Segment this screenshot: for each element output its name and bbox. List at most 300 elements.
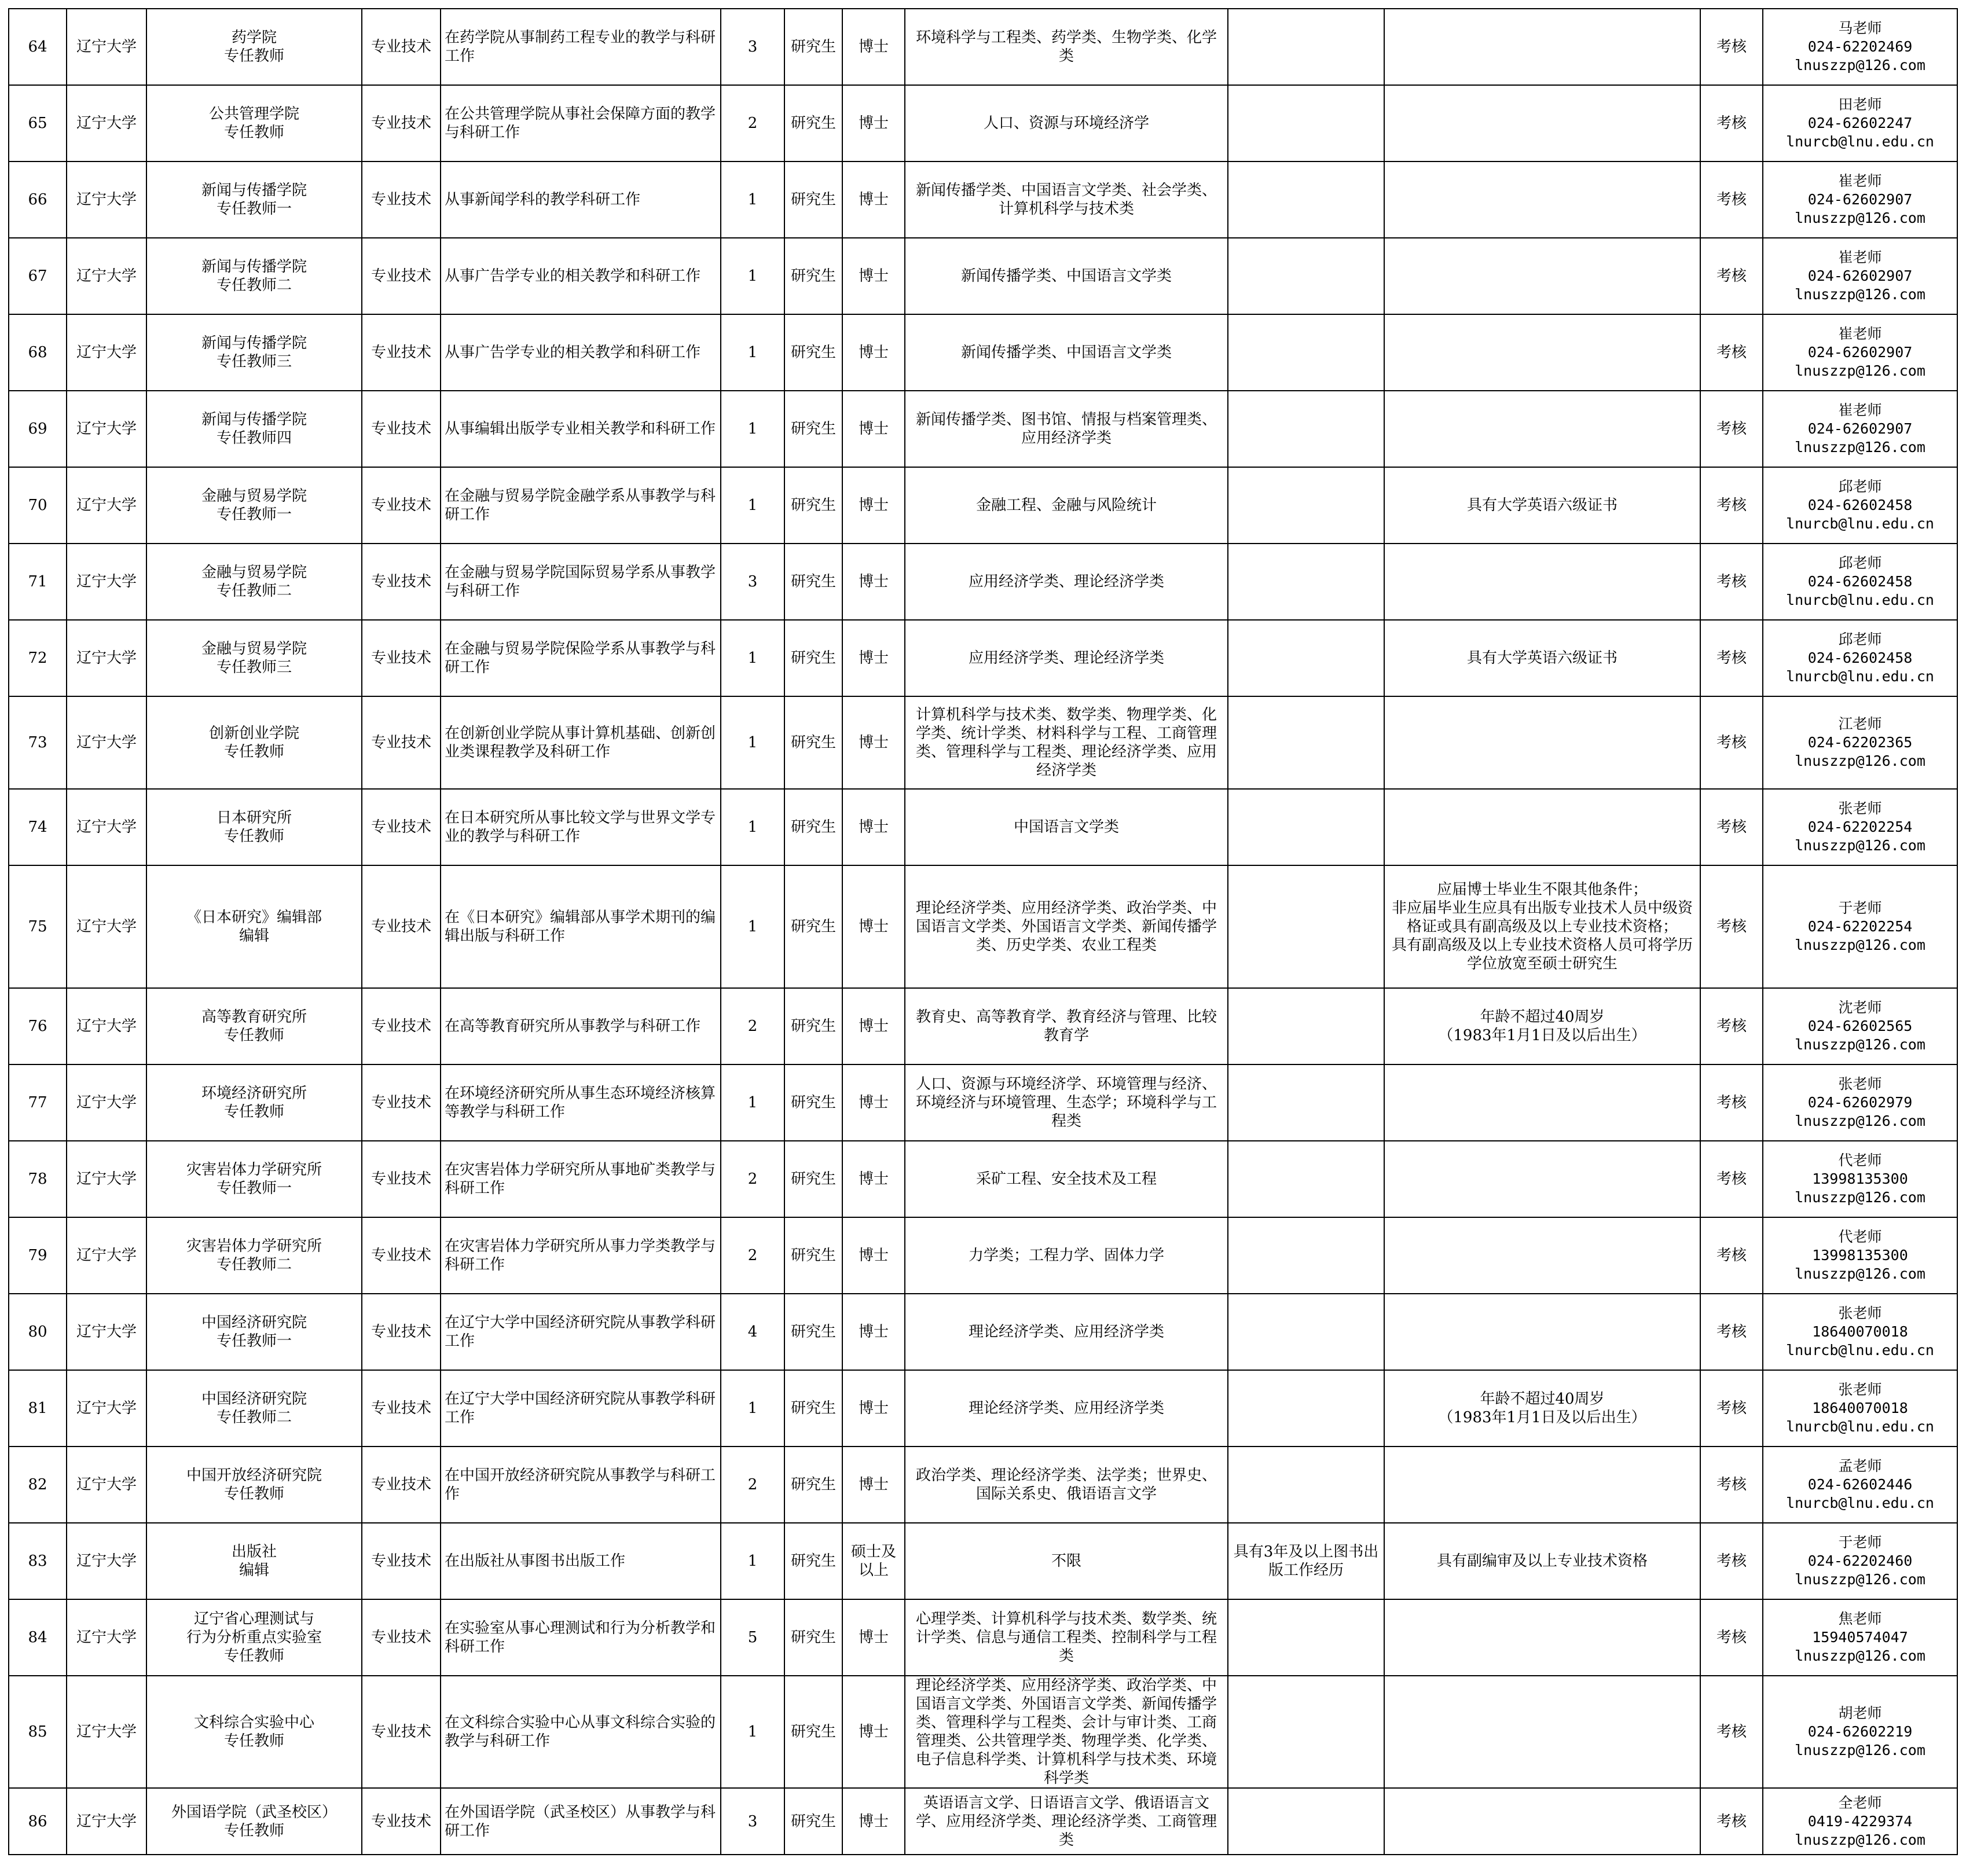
position-name: 新闻与传播学院 专任教师一 [146, 161, 362, 238]
other-requirement [1384, 85, 1700, 161]
hire-count: 1 [721, 314, 784, 391]
education-requirement: 研究生 [784, 238, 842, 314]
experience-requirement [1228, 161, 1384, 238]
contact-info: 邱老师 024-62602458 lnurcb@lnu.edu.cn [1763, 620, 1957, 696]
contact-info: 张老师 18640070018 lnurcb@lnu.edu.cn [1763, 1370, 1957, 1447]
education-requirement: 研究生 [784, 9, 842, 85]
row-number: 80 [9, 1294, 67, 1370]
education-requirement: 研究生 [784, 1447, 842, 1523]
major-requirement: 新闻传播学类、中国语言文学类 [905, 314, 1228, 391]
employer-name: 辽宁大学 [67, 1676, 146, 1788]
position-name: 金融与贸易学院 专任教师一 [146, 467, 362, 544]
table-row [9, 620, 1957, 696]
hire-count: 2 [721, 988, 784, 1064]
major-requirement: 人口、资源与环境经济学、环境管理与经济、环境经济与环境管理、生态学；环境科学与工程类 [905, 1064, 1228, 1141]
degree-requirement: 博士 [842, 467, 905, 544]
job-description: 在药学院从事制药工程专业的教学与科研工作 [441, 9, 721, 85]
row-number: 85 [9, 1676, 67, 1788]
education-requirement: 研究生 [784, 1676, 842, 1788]
job-description: 在实验室从事心理测试和行为分析教学和科研工作 [441, 1599, 721, 1676]
table-row [9, 85, 1957, 161]
contact-info: 代老师 13998135300 lnuszzp@126.com [1763, 1217, 1957, 1294]
job-description: 在日本研究所从事比较文学与世界文学专业的教学与科研工作 [441, 789, 721, 865]
hire-count: 1 [721, 789, 784, 865]
table-row [9, 789, 1957, 865]
position-category: 专业技术 [362, 1370, 441, 1447]
hire-count: 4 [721, 1294, 784, 1370]
major-requirement: 力学类；工程力学、固体力学 [905, 1217, 1228, 1294]
contact-info: 代老师 13998135300 lnuszzp@126.com [1763, 1141, 1957, 1217]
degree-requirement: 博士 [842, 1217, 905, 1294]
experience-requirement [1228, 1788, 1384, 1855]
employer-name: 辽宁大学 [67, 85, 146, 161]
row-number: 74 [9, 789, 67, 865]
table-row [9, 314, 1957, 391]
position-name: 辽宁省心理测试与 行为分析重点实验室 专任教师 [146, 1599, 362, 1676]
experience-requirement: 具有3年及以上图书出版工作经历 [1228, 1523, 1384, 1599]
row-number: 78 [9, 1141, 67, 1217]
experience-requirement [1228, 620, 1384, 696]
position-category: 专业技术 [362, 467, 441, 544]
position-name: 外国语学院（武圣校区） 专任教师 [146, 1788, 362, 1855]
degree-requirement: 博士 [842, 1676, 905, 1788]
job-description: 在高等教育研究所从事教学与科研工作 [441, 988, 721, 1064]
job-description: 在辽宁大学中国经济研究院从事教学科研工作 [441, 1294, 721, 1370]
position-name: 中国经济研究院 专任教师二 [146, 1370, 362, 1447]
other-requirement [1384, 1447, 1700, 1523]
employer-name: 辽宁大学 [67, 314, 146, 391]
experience-requirement [1228, 85, 1384, 161]
other-requirement: 年龄不超过40周岁 （1983年1月1日及以后出生） [1384, 1370, 1700, 1447]
education-requirement: 研究生 [784, 1788, 842, 1855]
row-number: 81 [9, 1370, 67, 1447]
exam-method: 考核 [1700, 9, 1763, 85]
position-name: 新闻与传播学院 专任教师二 [146, 238, 362, 314]
employer-name: 辽宁大学 [67, 1370, 146, 1447]
hire-count: 3 [721, 544, 784, 620]
row-number: 75 [9, 865, 67, 988]
experience-requirement [1228, 314, 1384, 391]
contact-info: 孟老师 024-62602446 lnurcb@lnu.edu.cn [1763, 1447, 1957, 1523]
major-requirement: 环境科学与工程类、药学类、生物学类、化学类 [905, 9, 1228, 85]
contact-info: 田老师 024-62602247 lnurcb@lnu.edu.cn [1763, 85, 1957, 161]
exam-method: 考核 [1700, 1676, 1763, 1788]
hire-count: 1 [721, 161, 784, 238]
table-row [9, 1523, 1957, 1599]
exam-method: 考核 [1700, 544, 1763, 620]
employer-name: 辽宁大学 [67, 1599, 146, 1676]
job-description: 从事编辑出版学专业相关教学和科研工作 [441, 391, 721, 467]
major-requirement: 理论经济学类、应用经济学类 [905, 1294, 1228, 1370]
job-description: 在环境经济研究所从事生态环境经济核算等教学与科研工作 [441, 1064, 721, 1141]
table-row [9, 1064, 1957, 1141]
degree-requirement: 博士 [842, 1141, 905, 1217]
degree-requirement: 硕士及 以上 [842, 1523, 905, 1599]
position-category: 专业技术 [362, 865, 441, 988]
table-row [9, 988, 1957, 1064]
job-description: 在《日本研究》编辑部从事学术期刊的编辑出版与科研工作 [441, 865, 721, 988]
experience-requirement [1228, 696, 1384, 789]
position-name: 金融与贸易学院 专任教师三 [146, 620, 362, 696]
employer-name: 辽宁大学 [67, 467, 146, 544]
degree-requirement: 博士 [842, 9, 905, 85]
table-row [9, 696, 1957, 789]
other-requirement [1384, 1217, 1700, 1294]
other-requirement [1384, 1141, 1700, 1217]
hire-count: 1 [721, 865, 784, 988]
table-row [9, 865, 1957, 988]
row-number: 67 [9, 238, 67, 314]
experience-requirement [1228, 1064, 1384, 1141]
table-row [9, 1294, 1957, 1370]
employer-name: 辽宁大学 [67, 620, 146, 696]
exam-method: 考核 [1700, 789, 1763, 865]
exam-method: 考核 [1700, 1523, 1763, 1599]
contact-info: 邱老师 024-62602458 lnurcb@lnu.edu.cn [1763, 544, 1957, 620]
position-name: 日本研究所 专任教师 [146, 789, 362, 865]
recruitment-table [8, 8, 1958, 1855]
major-requirement: 新闻传播学类、中国语言文学类、社会学类、计算机科学与技术类 [905, 161, 1228, 238]
experience-requirement [1228, 988, 1384, 1064]
employer-name: 辽宁大学 [67, 1141, 146, 1217]
contact-info: 胡老师 024-62602219 lnuszzp@126.com [1763, 1676, 1957, 1788]
contact-info: 张老师 024-62202254 lnuszzp@126.com [1763, 789, 1957, 865]
hire-count: 2 [721, 1217, 784, 1294]
degree-requirement: 博士 [842, 696, 905, 789]
other-requirement [1384, 1676, 1700, 1788]
job-description: 在灾害岩体力学研究所从事地矿类教学与科研工作 [441, 1141, 721, 1217]
education-requirement: 研究生 [784, 467, 842, 544]
education-requirement: 研究生 [784, 1141, 842, 1217]
exam-method: 考核 [1700, 1370, 1763, 1447]
education-requirement: 研究生 [784, 1064, 842, 1141]
employer-name: 辽宁大学 [67, 865, 146, 988]
table-row [9, 9, 1957, 85]
hire-count: 3 [721, 1788, 784, 1855]
position-name: 中国开放经济研究院 专任教师 [146, 1447, 362, 1523]
experience-requirement [1228, 391, 1384, 467]
education-requirement: 研究生 [784, 391, 842, 467]
other-requirement: 具有大学英语六级证书 [1384, 620, 1700, 696]
position-name: 环境经济研究所 专任教师 [146, 1064, 362, 1141]
position-category: 专业技术 [362, 696, 441, 789]
position-category: 专业技术 [362, 1676, 441, 1788]
degree-requirement: 博士 [842, 544, 905, 620]
other-requirement [1384, 238, 1700, 314]
table-row [9, 1599, 1957, 1676]
job-description: 在创新创业学院从事计算机基础、创新创业类课程教学及科研工作 [441, 696, 721, 789]
employer-name: 辽宁大学 [67, 161, 146, 238]
exam-method: 考核 [1700, 696, 1763, 789]
position-name: 新闻与传播学院 专任教师四 [146, 391, 362, 467]
experience-requirement [1228, 1370, 1384, 1447]
table-row [9, 1141, 1957, 1217]
contact-info: 沈老师 024-62602565 lnuszzp@126.com [1763, 988, 1957, 1064]
position-category: 专业技术 [362, 391, 441, 467]
table-row [9, 161, 1957, 238]
position-name: 灾害岩体力学研究所 专任教师一 [146, 1141, 362, 1217]
experience-requirement [1228, 1447, 1384, 1523]
position-category: 专业技术 [362, 1294, 441, 1370]
row-number: 66 [9, 161, 67, 238]
other-requirement [1384, 391, 1700, 467]
degree-requirement: 博士 [842, 1294, 905, 1370]
hire-count: 1 [721, 391, 784, 467]
contact-info: 江老师 024-62202365 lnuszzp@126.com [1763, 696, 1957, 789]
degree-requirement: 博士 [842, 789, 905, 865]
degree-requirement: 博士 [842, 1447, 905, 1523]
job-description: 从事广告学专业的相关教学和科研工作 [441, 314, 721, 391]
hire-count: 2 [721, 1141, 784, 1217]
row-number: 79 [9, 1217, 67, 1294]
contact-info: 崔老师 024-62602907 lnuszzp@126.com [1763, 391, 1957, 467]
education-requirement: 研究生 [784, 1599, 842, 1676]
contact-info: 焦老师 15940574047 lnuszzp@126.com [1763, 1599, 1957, 1676]
education-requirement: 研究生 [784, 1370, 842, 1447]
table-row [9, 1788, 1957, 1855]
hire-count: 2 [721, 1447, 784, 1523]
row-number: 82 [9, 1447, 67, 1523]
contact-info: 马老师 024-62202469 lnuszzp@126.com [1763, 9, 1957, 85]
row-number: 71 [9, 544, 67, 620]
job-description: 在外国语学院（武圣校区）从事教学与科研工作 [441, 1788, 721, 1855]
major-requirement: 中国语言文学类 [905, 789, 1228, 865]
table-row [9, 1370, 1957, 1447]
education-requirement: 研究生 [784, 544, 842, 620]
degree-requirement: 博士 [842, 238, 905, 314]
contact-info: 张老师 18640070018 lnurcb@lnu.edu.cn [1763, 1294, 1957, 1370]
position-category: 专业技术 [362, 9, 441, 85]
employer-name: 辽宁大学 [67, 696, 146, 789]
hire-count: 5 [721, 1599, 784, 1676]
position-category: 专业技术 [362, 544, 441, 620]
exam-method: 考核 [1700, 1788, 1763, 1855]
position-category: 专业技术 [362, 161, 441, 238]
job-description: 在金融与贸易学院保险学系从事教学与科研工作 [441, 620, 721, 696]
major-requirement: 人口、资源与环境经济学 [905, 85, 1228, 161]
major-requirement: 新闻传播学类、图书馆、情报与档案管理类、应用经济学类 [905, 391, 1228, 467]
exam-method: 考核 [1700, 1294, 1763, 1370]
table-row [9, 391, 1957, 467]
table-row [9, 1447, 1957, 1523]
row-number: 83 [9, 1523, 67, 1599]
education-requirement: 研究生 [784, 1294, 842, 1370]
education-requirement: 研究生 [784, 314, 842, 391]
position-name: 灾害岩体力学研究所 专任教师二 [146, 1217, 362, 1294]
job-description: 在金融与贸易学院金融学系从事教学与科研工作 [441, 467, 721, 544]
degree-requirement: 博士 [842, 161, 905, 238]
job-description: 从事广告学专业的相关教学和科研工作 [441, 238, 721, 314]
position-category: 专业技术 [362, 1599, 441, 1676]
exam-method: 考核 [1700, 1599, 1763, 1676]
degree-requirement: 博士 [842, 85, 905, 161]
position-category: 专业技术 [362, 238, 441, 314]
other-requirement [1384, 1788, 1700, 1855]
major-requirement: 英语语言文学、日语语言文学、俄语语言文学、应用经济学类、理论经济学类、工商管理类 [905, 1788, 1228, 1855]
hire-count: 1 [721, 696, 784, 789]
hire-count: 1 [721, 1064, 784, 1141]
exam-method: 考核 [1700, 238, 1763, 314]
experience-requirement [1228, 238, 1384, 314]
position-name: 新闻与传播学院 专任教师三 [146, 314, 362, 391]
row-number: 69 [9, 391, 67, 467]
position-category: 专业技术 [362, 1788, 441, 1855]
employer-name: 辽宁大学 [67, 789, 146, 865]
position-name: 文科综合实验中心 专任教师 [146, 1676, 362, 1788]
other-requirement [1384, 789, 1700, 865]
contact-info: 邱老师 024-62602458 lnurcb@lnu.edu.cn [1763, 467, 1957, 544]
other-requirement: 具有大学英语六级证书 [1384, 467, 1700, 544]
degree-requirement: 博士 [842, 1064, 905, 1141]
contact-info: 全老师 0419-4229374 lnuszzp@126.com [1763, 1788, 1957, 1855]
major-requirement: 理论经济学类、应用经济学类、政治学类、中国语言文学类、外国语言文学类、新闻传播学类、管理科学与工程类、会计与审计类、工商管理类、公共管理学类、物理学类、化学类、电子信息科学类、计算机科学与技术类、环境科学类 [905, 1676, 1228, 1788]
experience-requirement [1228, 1294, 1384, 1370]
job-description: 在辽宁大学中国经济研究院从事教学科研工作 [441, 1370, 721, 1447]
job-description: 在文科综合实验中心从事文科综合实验的教学与科研工作 [441, 1676, 721, 1788]
other-requirement [1384, 314, 1700, 391]
major-requirement: 不限 [905, 1523, 1228, 1599]
employer-name: 辽宁大学 [67, 1217, 146, 1294]
degree-requirement: 博士 [842, 391, 905, 467]
exam-method: 考核 [1700, 391, 1763, 467]
position-category: 专业技术 [362, 1523, 441, 1599]
education-requirement: 研究生 [784, 865, 842, 988]
table-row [9, 1217, 1957, 1294]
education-requirement: 研究生 [784, 696, 842, 789]
experience-requirement [1228, 1141, 1384, 1217]
other-requirement [1384, 1599, 1700, 1676]
education-requirement: 研究生 [784, 161, 842, 238]
job-description: 在中国开放经济研究院从事教学与科研工作 [441, 1447, 721, 1523]
hire-count: 1 [721, 1676, 784, 1788]
contact-info: 于老师 024-62202254 lnuszzp@126.com [1763, 865, 1957, 988]
other-requirement [1384, 1064, 1700, 1141]
position-category: 专业技术 [362, 620, 441, 696]
job-description: 在出版社从事图书出版工作 [441, 1523, 721, 1599]
other-requirement: 具有副编审及以上专业技术资格 [1384, 1523, 1700, 1599]
experience-requirement [1228, 544, 1384, 620]
job-description: 从事新闻学科的教学科研工作 [441, 161, 721, 238]
contact-info: 于老师 024-62202460 lnuszzp@126.com [1763, 1523, 1957, 1599]
degree-requirement: 博士 [842, 1788, 905, 1855]
other-requirement [1384, 9, 1700, 85]
contact-info: 崔老师 024-62602907 lnuszzp@126.com [1763, 314, 1957, 391]
position-category: 专业技术 [362, 1217, 441, 1294]
position-category: 专业技术 [362, 314, 441, 391]
position-name: 中国经济研究院 专任教师一 [146, 1294, 362, 1370]
employer-name: 辽宁大学 [67, 238, 146, 314]
row-number: 70 [9, 467, 67, 544]
employer-name: 辽宁大学 [67, 9, 146, 85]
row-number: 72 [9, 620, 67, 696]
row-number: 86 [9, 1788, 67, 1855]
employer-name: 辽宁大学 [67, 544, 146, 620]
row-number: 73 [9, 696, 67, 789]
exam-method: 考核 [1700, 988, 1763, 1064]
experience-requirement [1228, 789, 1384, 865]
contact-info: 张老师 024-62602979 lnuszzp@126.com [1763, 1064, 1957, 1141]
degree-requirement: 博士 [842, 620, 905, 696]
row-number: 65 [9, 85, 67, 161]
position-category: 专业技术 [362, 85, 441, 161]
education-requirement: 研究生 [784, 85, 842, 161]
hire-count: 1 [721, 238, 784, 314]
major-requirement: 理论经济学类、应用经济学类、政治学类、中国语言文学类、外国语言文学类、新闻传播学类、历史学类、农业工程类 [905, 865, 1228, 988]
row-number: 77 [9, 1064, 67, 1141]
hire-count: 1 [721, 467, 784, 544]
position-name: 药学院 专任教师 [146, 9, 362, 85]
position-name: 《日本研究》编辑部 编辑 [146, 865, 362, 988]
exam-method: 考核 [1700, 85, 1763, 161]
exam-method: 考核 [1700, 467, 1763, 544]
experience-requirement [1228, 9, 1384, 85]
position-category: 专业技术 [362, 1447, 441, 1523]
exam-method: 考核 [1700, 314, 1763, 391]
other-requirement [1384, 544, 1700, 620]
row-number: 84 [9, 1599, 67, 1676]
exam-method: 考核 [1700, 865, 1763, 988]
major-requirement: 金融工程、金融与风险统计 [905, 467, 1228, 544]
experience-requirement [1228, 1599, 1384, 1676]
major-requirement: 应用经济学类、理论经济学类 [905, 620, 1228, 696]
exam-method: 考核 [1700, 161, 1763, 238]
table-row [9, 238, 1957, 314]
contact-info: 崔老师 024-62602907 lnuszzp@126.com [1763, 161, 1957, 238]
major-requirement: 新闻传播学类、中国语言文学类 [905, 238, 1228, 314]
experience-requirement [1228, 865, 1384, 988]
row-number: 64 [9, 9, 67, 85]
employer-name: 辽宁大学 [67, 1788, 146, 1855]
employer-name: 辽宁大学 [67, 1447, 146, 1523]
degree-requirement: 博士 [842, 988, 905, 1064]
other-requirement [1384, 696, 1700, 789]
hire-count: 3 [721, 9, 784, 85]
education-requirement: 研究生 [784, 1217, 842, 1294]
experience-requirement [1228, 467, 1384, 544]
position-category: 专业技术 [362, 1064, 441, 1141]
major-requirement: 计算机科学与技术类、数学类、物理学类、化学类、统计学类、材料科学与工程、工商管理类、管理科学与工程类、理论经济学类、应用经济学类 [905, 696, 1228, 789]
job-description: 在金融与贸易学院国际贸易学系从事教学与科研工作 [441, 544, 721, 620]
other-requirement [1384, 1294, 1700, 1370]
exam-method: 考核 [1700, 620, 1763, 696]
position-category: 专业技术 [362, 988, 441, 1064]
education-requirement: 研究生 [784, 1523, 842, 1599]
major-requirement: 采矿工程、安全技术及工程 [905, 1141, 1228, 1217]
hire-count: 1 [721, 1370, 784, 1447]
exam-method: 考核 [1700, 1447, 1763, 1523]
education-requirement: 研究生 [784, 620, 842, 696]
exam-method: 考核 [1700, 1217, 1763, 1294]
table-row [9, 544, 1957, 620]
job-description: 在灾害岩体力学研究所从事力学类教学与科研工作 [441, 1217, 721, 1294]
hire-count: 1 [721, 1523, 784, 1599]
employer-name: 辽宁大学 [67, 1064, 146, 1141]
position-category: 专业技术 [362, 789, 441, 865]
major-requirement: 理论经济学类、应用经济学类 [905, 1370, 1228, 1447]
row-number: 68 [9, 314, 67, 391]
table-row [9, 467, 1957, 544]
degree-requirement: 博士 [842, 1370, 905, 1447]
employer-name: 辽宁大学 [67, 1523, 146, 1599]
degree-requirement: 博士 [842, 865, 905, 988]
position-name: 金融与贸易学院 专任教师二 [146, 544, 362, 620]
degree-requirement: 博士 [842, 1599, 905, 1676]
major-requirement: 教育史、高等教育学、教育经济与管理、比较教育学 [905, 988, 1228, 1064]
other-requirement: 年龄不超过40周岁 （1983年1月1日及以后出生） [1384, 988, 1700, 1064]
major-requirement: 应用经济学类、理论经济学类 [905, 544, 1228, 620]
exam-method: 考核 [1700, 1141, 1763, 1217]
employer-name: 辽宁大学 [67, 391, 146, 467]
